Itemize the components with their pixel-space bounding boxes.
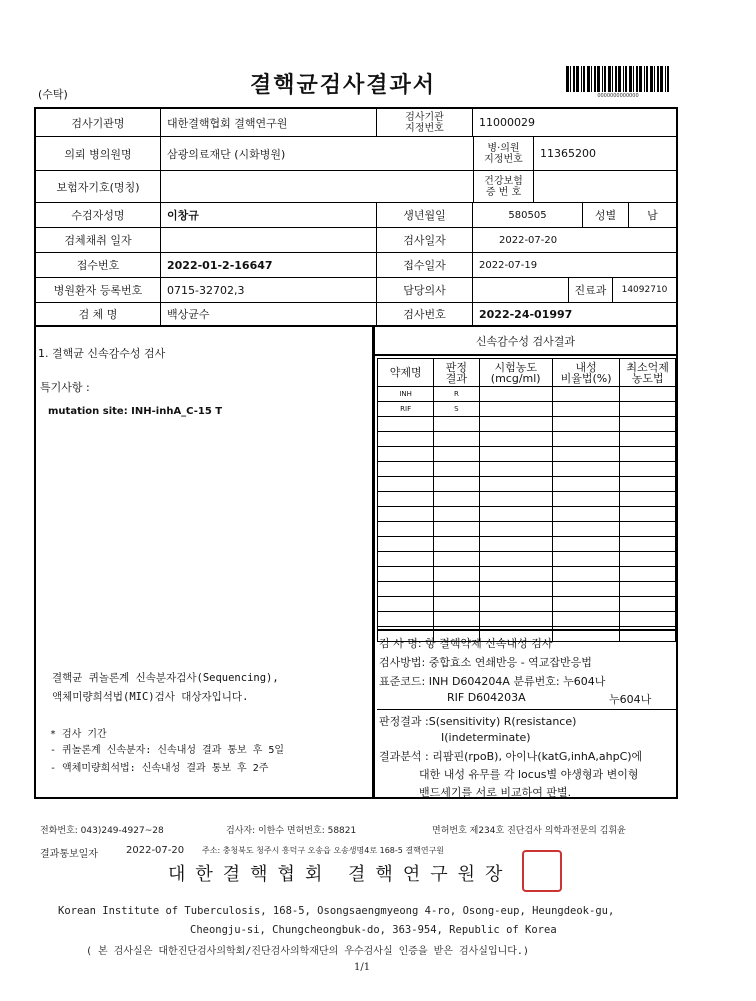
report-date: 2022-07-20: [126, 845, 185, 856]
recv-no-label: 접수번호: [36, 253, 161, 278]
table-cell: [434, 552, 479, 567]
certification-note: ( 본 검사실은 대한진단검사의학회/진단검사의학재단의 우수검사실 인증을 받은 검사실입니다.): [86, 946, 529, 957]
table-cell: [434, 477, 479, 492]
table-cell: [620, 597, 676, 612]
table-cell: [378, 492, 434, 507]
table-cell: [620, 432, 676, 447]
test-info-box: [377, 629, 678, 799]
table-cell: [378, 417, 434, 432]
mutation-site: mutation site: INH-inhA_C-15 T: [48, 406, 223, 417]
notes-label: 특기사항 :: [40, 381, 90, 394]
table-cell: [434, 432, 479, 447]
test-no-label: 검사번호: [377, 303, 473, 325]
inst-code-label: 검사기관 지정번호: [377, 109, 473, 137]
address-korean: 주소: 충청북도 청주시 흥덕구 오송읍 오송생명4로 168-5 결핵연구원: [202, 846, 445, 855]
test-date-value: 2022-07-20: [473, 228, 676, 253]
table-cell: [552, 462, 620, 477]
table-cell: [552, 417, 620, 432]
table-cell: [434, 522, 479, 537]
official-seal: [522, 850, 562, 892]
info-grid: [34, 107, 678, 327]
recv-no-value: 2022-01-2-16647: [161, 253, 377, 278]
table-cell: [552, 612, 620, 627]
table-cell: [552, 387, 620, 402]
table-cell: [378, 552, 434, 567]
table-cell: [552, 402, 620, 417]
table-cell: [378, 567, 434, 582]
table-row: [378, 597, 676, 612]
table-cell: [479, 492, 552, 507]
dob-label: 생년월일: [377, 203, 473, 228]
table-cell: [620, 447, 676, 462]
insured-value: [161, 171, 474, 203]
health-card-label: 건강보험 증 번 호: [474, 171, 534, 203]
table-cell: [378, 477, 434, 492]
table-cell: [434, 582, 479, 597]
sensitivity-table: [377, 358, 676, 642]
recv-date-label: 접수일자: [377, 253, 473, 278]
table-cell: [479, 612, 552, 627]
table-row: [378, 582, 676, 597]
analysis-line-1: 결과분석 : 리팜핀(rpoB), 아이나(katG,inhA,ahpC)에: [379, 750, 643, 763]
right-panel: [373, 327, 678, 799]
receipt-label: (수탁): [38, 88, 68, 101]
collect-label: 검체채취 일자: [36, 228, 161, 253]
collect-value: [161, 228, 377, 253]
table-cell: [479, 432, 552, 447]
hosp-label: 의뢰 병의원명: [36, 137, 161, 171]
sex-value: 남: [629, 203, 676, 228]
director-license: 면허번호 제234호 진단검사 의학과전문의 김휘윤: [432, 826, 626, 836]
table-cell: [552, 447, 620, 462]
table-cell: [620, 567, 676, 582]
table-cell: [479, 567, 552, 582]
judgement: 판정결과 :S(sensitivity) R(resistance): [379, 715, 577, 728]
inst-label: 검사기관명: [36, 109, 161, 137]
desc-line-1: 결핵균 퀴놀론계 신속분자검사(Sequencing),: [52, 672, 279, 684]
document-title: 결핵균검사결과서: [250, 73, 437, 98]
table-cell: [434, 507, 479, 522]
test-no-value: 2022-24-01997: [479, 307, 573, 321]
table-cell: [620, 522, 676, 537]
phone-number: 전화번호: 043)249-4927~28: [40, 826, 164, 836]
table-row: [378, 432, 676, 447]
org-address-en-2: Cheongju-si, Chungcheongbuk-do, 363-954, Republic of Korea: [190, 924, 557, 936]
doctor-label: 담당의사: [377, 278, 473, 303]
table-cell: [434, 447, 479, 462]
desc-line-2: 액체미량희석법(MIC)검사 대상자입니다.: [52, 691, 249, 703]
table-cell: [479, 477, 552, 492]
header-drug: 약제명: [378, 359, 434, 387]
table-cell: [479, 597, 552, 612]
analysis-line-3: 밴드세기를 서로 비교하여 판별.: [419, 786, 572, 799]
table-cell: [479, 462, 552, 477]
table-row: [378, 447, 676, 462]
organization-name: 대한결핵협회 결핵연구원장: [168, 864, 513, 885]
table-cell: [479, 552, 552, 567]
barcode: [566, 66, 670, 92]
table-cell: [378, 507, 434, 522]
table-cell: [620, 387, 676, 402]
table-cell: [378, 537, 434, 552]
table-cell: [434, 597, 479, 612]
inst-code-value: 11000029: [473, 109, 676, 137]
header-result: 판정 결과: [434, 359, 479, 387]
table-cell: [552, 552, 620, 567]
dob-value: 580505: [473, 203, 583, 228]
table-cell: [434, 612, 479, 627]
table-row: [378, 567, 676, 582]
table-cell: [378, 462, 434, 477]
table-row: [378, 477, 676, 492]
analysis-line-2: 대한 내성 유무를 각 locus별 야생형과 변이형: [419, 768, 639, 781]
period-line-2: - 액체미량희석법: 신속내성 결과 통보 후 2주: [50, 763, 269, 774]
table-cell: [552, 432, 620, 447]
chart-value: 0715-32702,3: [161, 278, 377, 303]
table-row: [378, 537, 676, 552]
table-cell: [434, 462, 479, 477]
table-cell: [620, 582, 676, 597]
table-cell: [620, 417, 676, 432]
table-cell: [479, 402, 552, 417]
table-cell: [434, 492, 479, 507]
table-cell: [552, 597, 620, 612]
recv-date-value: 2022-07-19: [473, 253, 676, 278]
table-row: [378, 402, 676, 417]
table-row: [378, 387, 676, 402]
table-cell: [479, 447, 552, 462]
header-proportion: 내성 비율법(%): [552, 359, 620, 387]
judgement-indeterminate: I(indeterminate): [441, 731, 531, 744]
table-cell: [434, 417, 479, 432]
health-card-value: [534, 171, 676, 203]
patient-value: 이창규: [161, 203, 377, 228]
table-cell: [378, 597, 434, 612]
table-row: [378, 492, 676, 507]
hosp-value: 삼광의료재단 (시화병원): [161, 137, 474, 171]
dept-label: 진료과: [569, 278, 613, 303]
test-name: 검 사 명: 항 결핵약제 신속내성 검사: [379, 637, 553, 650]
table-row: [378, 507, 676, 522]
result-cell: S: [434, 402, 479, 417]
table-cell: [378, 522, 434, 537]
table-row: [378, 552, 676, 567]
table-cell: [479, 582, 552, 597]
barcode-number: 0000000000000: [597, 93, 639, 99]
table-cell: [552, 522, 620, 537]
table-cell: [378, 612, 434, 627]
table-cell: [620, 612, 676, 627]
org-address-en-1: Korean Institute of Tuberculosis, 168-5, Osongsaengmyeong 4-ro, Osong-eup, Heungdeok-gu,: [58, 905, 615, 917]
section-heading: 1. 결핵균 신속감수성 검사: [38, 347, 166, 360]
report-date-label: 결과통보일자: [40, 849, 98, 860]
table-row: [378, 612, 676, 627]
table-row: [378, 462, 676, 477]
table-cell: [479, 417, 552, 432]
drug-cell: INH: [378, 387, 434, 402]
table-cell: [434, 567, 479, 582]
insured-label: 보험자기호(명칭): [36, 171, 161, 203]
inspector-info: 검사자: 이한수 면허번호: 58821: [226, 826, 357, 836]
table-cell: [378, 582, 434, 597]
table-cell: [552, 567, 620, 582]
table-cell: [434, 537, 479, 552]
table-cell: [479, 507, 552, 522]
table-cell: [620, 507, 676, 522]
table-cell: [620, 492, 676, 507]
table-row: [378, 417, 676, 432]
sex-label: 성별: [583, 203, 629, 228]
table-row: [378, 522, 676, 537]
table-cell: [479, 522, 552, 537]
rif-code: RIF D604203A: [447, 691, 526, 704]
test-method: 검사방법: 중합효소 연쇄반응 - 역교잡반응법: [379, 656, 592, 669]
header-concentration: 시험농도 (mcg/ml): [479, 359, 552, 387]
sensitivity-title: 신속감수성 검사결과: [375, 327, 676, 356]
patient-label: 수검자성명: [36, 203, 161, 228]
period-title: * 검사 기간: [50, 729, 107, 740]
rif-class: 누604나: [609, 693, 652, 706]
table-cell: [552, 507, 620, 522]
table-cell: [620, 477, 676, 492]
standard-code: 표준코드: INH D604204A 분류번호: 누604나: [379, 675, 606, 688]
table-cell: [620, 462, 676, 477]
period-line-1: - 퀴놀론계 신속분자: 신속내성 결과 통보 후 5일: [50, 745, 285, 756]
inst-value: 대한결핵협회 결핵연구원: [161, 109, 377, 137]
header-mic: 최소억제 농도법: [620, 359, 676, 387]
table-cell: [620, 402, 676, 417]
table-cell: [479, 387, 552, 402]
hosp-code-label: 병·의원 지정번호: [474, 137, 534, 171]
table-cell: [620, 537, 676, 552]
table-cell: [378, 432, 434, 447]
result-cell: R: [434, 387, 479, 402]
left-panel: [34, 327, 374, 799]
drug-cell: RIF: [378, 402, 434, 417]
table-cell: [552, 477, 620, 492]
page-number: 1/1: [354, 962, 371, 973]
hosp-code-value: 11365200: [534, 137, 676, 171]
table-cell: [479, 537, 552, 552]
dept-value: 14092710: [613, 278, 676, 303]
table-cell: [620, 552, 676, 567]
table-cell: [378, 447, 434, 462]
table-cell: [552, 582, 620, 597]
test-date-label: 검사일자: [377, 228, 473, 253]
doctor-value: [473, 278, 569, 303]
specimen-label: 검 체 명: [36, 303, 161, 325]
table-cell: [552, 492, 620, 507]
chart-label: 병원환자 등록번호: [36, 278, 161, 303]
specimen-value: 백상균수: [161, 303, 377, 325]
table-cell: [552, 537, 620, 552]
